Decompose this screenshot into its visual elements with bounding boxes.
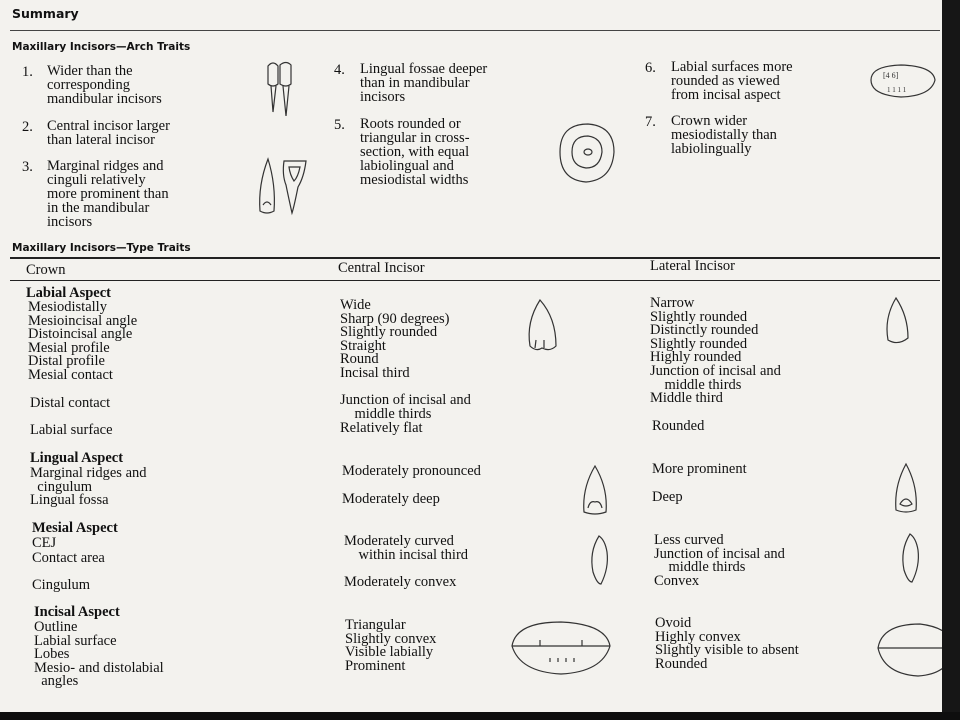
lingual-crown-rows: Marginal ridges and cingulum Lingual fossa	[30, 465, 147, 509]
sketch-label: [4 6]	[883, 71, 899, 80]
lateral-labial-sketch	[880, 294, 916, 346]
trait-number: 4.	[334, 62, 345, 78]
sketch-label: 1 1 1 1	[887, 86, 907, 94]
scan-edge	[942, 0, 960, 720]
trait-number: 5.	[334, 117, 345, 133]
labial-central-rows: Wide Sharp (90 degrees) Slightly rounded Straight Round Incisal third	[340, 297, 450, 381]
incisal-central-rows: Triangular Slightly convex Visible labially Prominent	[345, 617, 437, 674]
crown-row: CEJ	[32, 535, 57, 551]
arch-trait-text: Crown wider mesiodistally than labiolingually	[671, 113, 777, 157]
central-row: Junction of incisal and middle thirds	[340, 392, 471, 422]
crown-row: Distal contact	[30, 395, 111, 411]
lateral-incisal-sketch	[872, 618, 942, 680]
arch-trait-text: Labial surfaces more rounded as viewed from incisal aspect	[671, 59, 793, 103]
incisal-lateral-rows: Ovoid Highly convex Slightly visible to absent Rounded	[655, 615, 799, 672]
labial-crown-rows: Mesiodistally Mesioincisal angle Distoincisal angle Mesial profile Distal profile Mesial contact	[28, 299, 138, 383]
arch-trait-text: Lingual fossae deeper than in mandibular incisors	[360, 61, 488, 105]
divider	[10, 30, 940, 31]
scan-edge	[0, 712, 960, 720]
summary-title: Summary	[12, 6, 79, 21]
trait-number: 2.	[22, 119, 33, 135]
crown-row: Contact area	[32, 550, 105, 566]
section-title-incisal: Incisal Aspect	[34, 604, 120, 620]
central-lingual-sketch	[578, 462, 614, 518]
section-title-lingual: Lingual Aspect	[30, 450, 124, 466]
section-title-mesial: Mesial Aspect	[32, 520, 118, 536]
incisal-crown-rows: Outline Labial surface Lobes Mesio- and distolabial angles	[34, 619, 164, 690]
lateral-lingual-sketch	[890, 460, 926, 516]
central-row: Moderately convex	[344, 574, 457, 590]
mesial-central-rows: Moderately curved within incisal third	[344, 533, 469, 563]
arch-trait-text: Marginal ridges and cinguli relatively more prominent than in the mandibular incisors	[47, 158, 169, 230]
incisor-pair-sketch	[262, 60, 302, 120]
central-incisal-sketch	[506, 616, 616, 680]
table-header-rule	[10, 280, 940, 281]
central-row: Moderately pronounced	[342, 463, 481, 479]
central-labial-sketch	[522, 296, 564, 354]
lateral-row: More prominent	[652, 461, 747, 477]
crown-row: Labial surface	[30, 422, 113, 438]
lateral-mesial-sketch	[896, 530, 928, 586]
incisal-outline-sketch	[865, 62, 940, 102]
trait-number: 1.	[22, 64, 33, 80]
mesial-lateral-rows: Less curved Junction of incisal and middle thirds Convex	[654, 532, 785, 589]
central-row: Relatively flat	[340, 420, 423, 436]
root-cross-section-sketch	[552, 118, 622, 188]
column-header-central: Central Incisor	[338, 260, 425, 276]
table-top-rule	[10, 257, 940, 259]
central-row: Moderately deep	[342, 491, 440, 507]
column-header-lateral: Lateral Incisor	[650, 258, 735, 274]
lateral-row: Deep	[652, 489, 683, 505]
arch-trait-text: Wider than the corresponding mandibular incisors	[47, 63, 162, 107]
central-mesial-sketch	[585, 532, 617, 588]
trait-number: 6.	[645, 60, 656, 76]
section-title-labial: Labial Aspect	[26, 285, 111, 301]
arch-traits-heading: Maxillary Incisors—Arch Traits	[12, 41, 191, 53]
arch-trait-text: Central incisor larger than lateral incisor	[47, 118, 170, 148]
crown-row: Cingulum	[32, 577, 91, 593]
arch-trait-text: Roots rounded or triangular in cross- section, with equal labiolingual and mesiodistal widths	[360, 116, 470, 188]
incisor-lingual-sketch	[254, 155, 314, 220]
trait-number: 3.	[22, 159, 33, 175]
labial-lateral-rows: Narrow Slightly rounded Distinctly rounded Slightly rounded Highly rounded Junction of incisal and middle thirds Middle third	[650, 295, 781, 407]
column-header-crown: Crown	[26, 262, 66, 278]
trait-number: 7.	[645, 114, 656, 130]
lateral-row: Rounded	[652, 418, 705, 434]
type-traits-heading: Maxillary Incisors—Type Traits	[12, 242, 191, 254]
